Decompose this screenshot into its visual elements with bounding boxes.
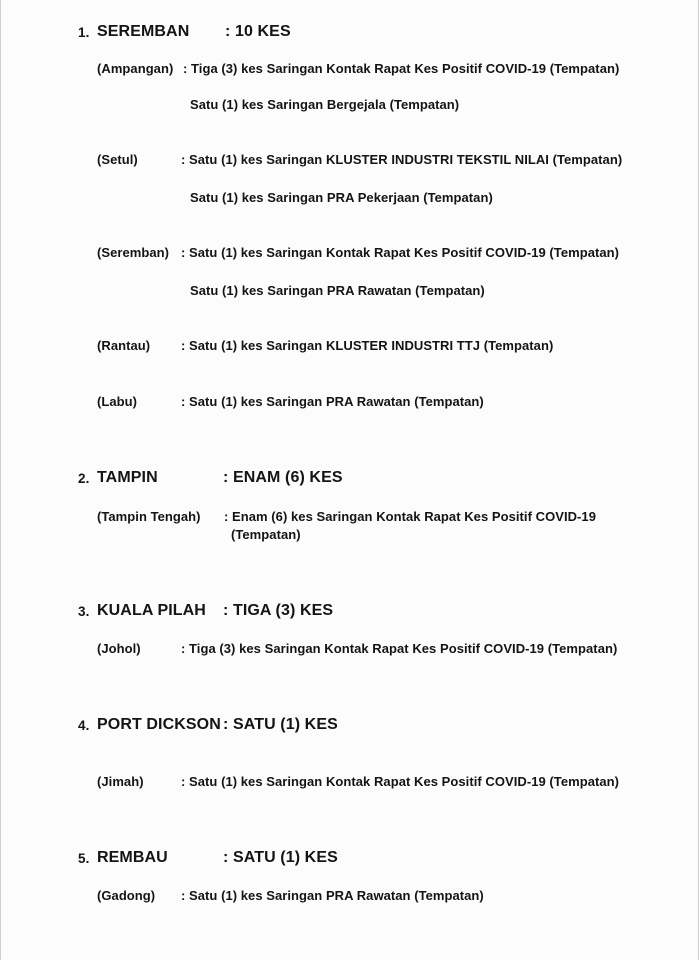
case-detail-line: : Satu (1) kes Saringan Kontak Rapat Kes Positif COVID-19 (Tempatan)	[181, 245, 620, 260]
district-case-count: : ENAM (6) KES	[223, 469, 343, 486]
case-detail-line: Satu (1) kes Saringan Bergejala (Tempatan)	[190, 97, 460, 112]
district-name: TAMPIN	[97, 469, 158, 486]
district-number: 4.	[78, 718, 90, 733]
district-number: 5.	[78, 851, 90, 866]
area-label-seremban: (Seremban)	[97, 245, 170, 260]
case-detail-line: : Satu (1) kes Saringan Kontak Rapat Kes Positif COVID-19 (Tempatan)	[181, 774, 620, 789]
district-case-count: : 10 KES	[225, 23, 291, 40]
area-label-johol: (Johol)	[97, 641, 141, 656]
case-detail-line: : Satu (1) kes Saringan KLUSTER INDUSTRI TTJ (Tempatan)	[181, 338, 554, 353]
case-detail-line: : Satu (1) kes Saringan KLUSTER INDUSTRI TEKSTIL NILAI (Tempatan)	[181, 152, 623, 167]
district-number: 3.	[78, 604, 90, 619]
district-name: REMBAU	[97, 849, 168, 866]
area-label-labu: (Labu)	[97, 394, 138, 409]
district-case-count: : SATU (1) KES	[223, 849, 338, 866]
district-case-count: : TIGA (3) KES	[223, 602, 334, 619]
district-number: 2.	[78, 471, 90, 486]
case-detail-line: : Tiga (3) kes Saringan Kontak Rapat Kes Positif COVID-19 (Tempatan)	[183, 61, 620, 76]
district-name: SEREMBAN	[97, 23, 190, 40]
area-label-rantau: (Rantau)	[97, 338, 151, 353]
area-label-gadong: (Gadong)	[97, 888, 156, 903]
case-detail-line: : Tiga (3) kes Saringan Kontak Rapat Kes Positif COVID-19 (Tempatan)	[181, 641, 618, 656]
area-label-setul: (Setul)	[97, 152, 138, 167]
case-detail-line: Satu (1) kes Saringan PRA Pekerjaan (Tempatan)	[190, 190, 493, 205]
area-label-ampangan: (Ampangan)	[97, 61, 174, 76]
case-detail-line: : Enam (6) kes Saringan Kontak Rapat Kes Positif COVID-19	[224, 509, 596, 524]
district-name: KUALA PILAH	[97, 602, 206, 619]
case-detail-line: (Tempatan)	[231, 527, 301, 542]
case-detail-line: : Satu (1) kes Saringan PRA Rawatan (Tempatan)	[181, 394, 484, 409]
area-label-jimah: (Jimah)	[97, 774, 144, 789]
area-label-tampin-tengah: (Tampin Tengah)	[97, 509, 201, 524]
district-number: 1.	[78, 25, 90, 40]
district-name: PORT DICKSON	[97, 716, 221, 733]
district-case-count: : SATU (1) KES	[223, 716, 338, 733]
case-detail-line: Satu (1) kes Saringan PRA Rawatan (Tempatan)	[190, 283, 485, 298]
case-detail-line: : Satu (1) kes Saringan PRA Rawatan (Tempatan)	[181, 888, 484, 903]
